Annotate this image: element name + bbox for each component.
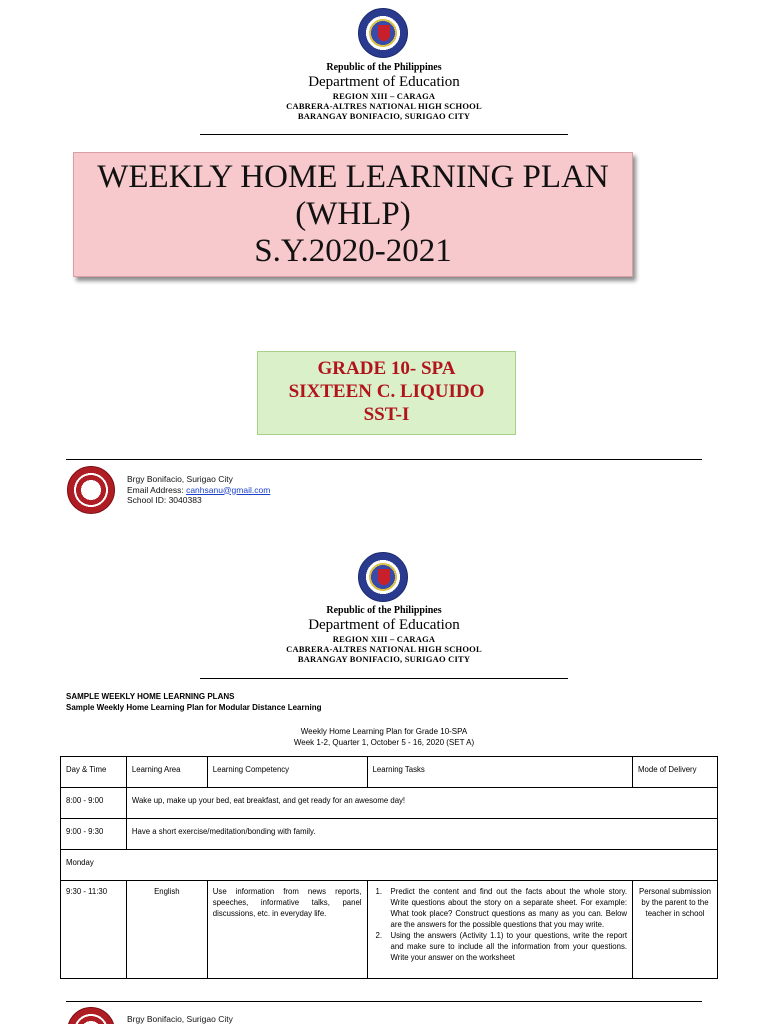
footer-contact xyxy=(127,474,270,506)
department-label-2: Department of Education xyxy=(308,617,460,633)
header-mode-of-delivery: Mode of Delivery xyxy=(633,757,718,788)
footer-divider xyxy=(66,459,702,460)
footer-address: Brgy Bonifacio, Surigao City xyxy=(127,474,233,484)
region-label: REGION XIII – CARAGA xyxy=(332,91,436,101)
footer-address-2: Brgy Bonifacio, Surigao City xyxy=(127,1014,233,1024)
school-label: CABRERA-ALTRES NATIONAL HIGH SCHOOL xyxy=(286,101,482,111)
footer-email-line xyxy=(127,485,270,496)
plan-caption-title: Weekly Home Learning Plan for Grade 10-SPA xyxy=(300,727,468,736)
address-label-2: BARANGAY BONIFACIO, SURIGAO CITY xyxy=(297,654,471,664)
title-line-1: WEEKLY HOME LEARNING PLAN xyxy=(97,159,609,195)
sample-heading xyxy=(66,691,321,713)
grade-line-3: SST-I xyxy=(363,404,410,425)
school-label-2: CABRERA-ALTRES NATIONAL HIGH SCHOOL xyxy=(286,644,482,654)
plan-caption xyxy=(0,726,768,748)
task-number: 2. xyxy=(375,931,383,940)
learning-plan-table xyxy=(60,756,718,979)
header-learning-competency: Learning Competency xyxy=(207,757,367,788)
row-activity: Have a short exercise/meditation/bonding with family. xyxy=(126,819,717,850)
row-time: 9:30 - 11:30 xyxy=(61,881,127,979)
school-seal-icon-2 xyxy=(67,1007,115,1024)
row-mode-of-delivery: Personal submission by the parent to the teacher in school xyxy=(633,881,718,979)
page-header xyxy=(0,62,768,121)
plan-caption-week: Week 1-2, Quarter 1, October 5 - 16, 2020 (SET A) xyxy=(293,738,475,747)
row-learning-tasks xyxy=(367,881,633,979)
table-header-row xyxy=(61,757,718,788)
task-number: 1. xyxy=(375,887,383,896)
table-row xyxy=(61,881,718,979)
grade-line-2: SIXTEEN C. LIQUIDO xyxy=(288,381,485,402)
footer-contact-2 xyxy=(127,1014,233,1024)
region-label-2: REGION XIII – CARAGA xyxy=(332,634,436,644)
row-learning-competency: Use information from news reports, speeches, informative talks, panel discussions, etc. in everyday life. xyxy=(207,881,367,979)
title-line-2: (WHLP) xyxy=(295,196,411,232)
school-seal-icon xyxy=(67,466,115,514)
task-item xyxy=(373,886,628,930)
sample-subtitle: Sample Weekly Home Learning Plan for Modular Distance Learning xyxy=(66,703,322,712)
footer-email-link[interactable]: canhsanu@gmail.com xyxy=(186,484,271,495)
department-label: Department of Education xyxy=(308,74,460,90)
day-label: Monday xyxy=(61,850,718,881)
address-label: BARANGAY BONIFACIO, SURIGAO CITY xyxy=(297,111,471,121)
sample-title: SAMPLE WEEKLY HOME LEARNING PLANS xyxy=(66,692,235,701)
task-text: Using the answers (Activity 1.1) to your questions, write the report and make sure to include all the information from your questions. Write your answer on the worksheet xyxy=(390,931,628,962)
deped-seal-icon xyxy=(358,8,408,58)
header-learning-tasks: Learning Tasks xyxy=(367,757,633,788)
footer-email-label: Email Address: xyxy=(127,484,187,495)
header-learning-area: Learning Area xyxy=(126,757,207,788)
row-time: 9:00 - 9:30 xyxy=(61,819,127,850)
republic-label: Republic of the Philippines xyxy=(326,62,442,73)
header-day-time: Day & Time xyxy=(61,757,127,788)
footer-school-id: School ID: 3040383 xyxy=(127,495,202,505)
title-box xyxy=(73,152,633,277)
footer-divider-2 xyxy=(66,1001,702,1002)
table-row-day xyxy=(61,850,718,881)
header-divider-2 xyxy=(200,678,568,679)
republic-label-2: Republic of the Philippines xyxy=(326,605,442,616)
row-time: 8:00 - 9:00 xyxy=(61,788,127,819)
table-row xyxy=(61,819,718,850)
table-row xyxy=(61,788,718,819)
grade-box xyxy=(257,351,516,435)
header-divider xyxy=(200,134,568,135)
deped-seal-icon-2 xyxy=(358,552,408,602)
row-learning-area: English xyxy=(126,881,207,979)
page-header-2 xyxy=(0,605,768,664)
task-item xyxy=(373,930,628,963)
grade-line-1: GRADE 10- SPA xyxy=(317,358,456,379)
title-line-3: S.Y.2020-2021 xyxy=(254,233,452,269)
task-text: Predict the content and find out the facts about the whole story. Write questions about the story on a separate sheet. For example: What took place? Construct questions as many as you can. Below are the answers for the possible questions that you may write. xyxy=(390,887,628,929)
row-activity: Wake up, make up your bed, eat breakfast, and get ready for an awesome day! xyxy=(126,788,717,819)
